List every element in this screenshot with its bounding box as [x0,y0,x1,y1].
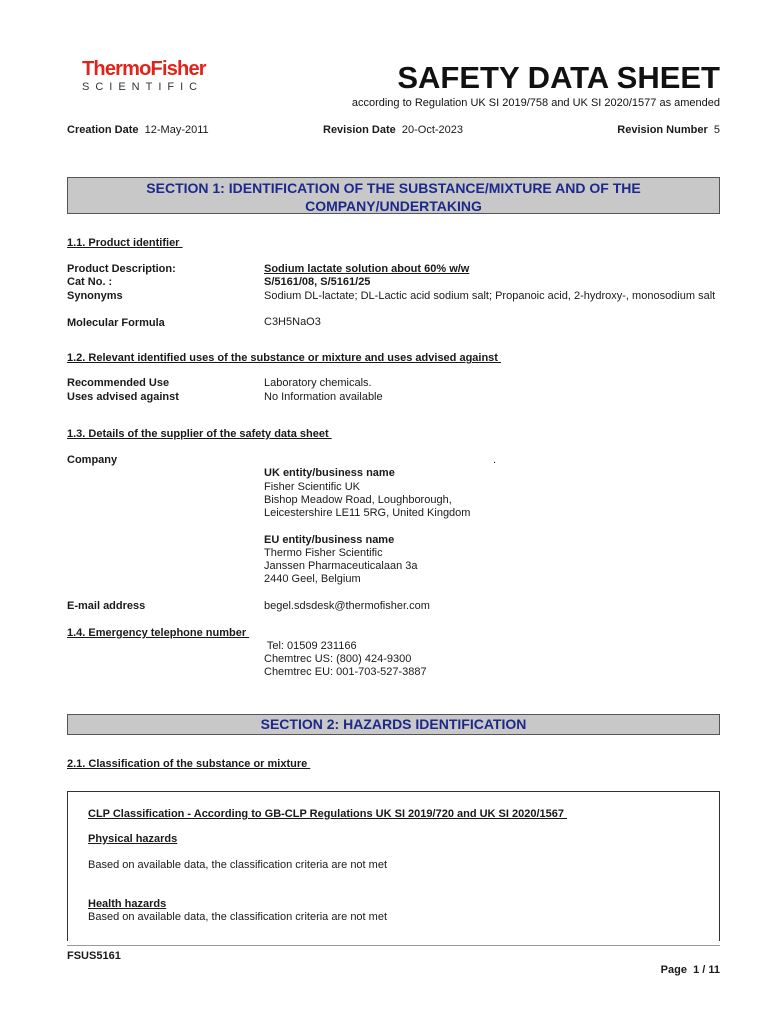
health-hazards-heading: Health hazards [88,898,167,910]
recommended-use-value: Laboratory chemicals. [264,377,372,389]
cat-no-label: Cat No. : [67,276,113,288]
subsection-1-4: 1.4. Emergency telephone number [67,627,250,639]
footer-code: FSUS5161 [67,950,121,962]
subsection-1-1: 1.1. Product identifier [67,237,183,249]
thermofisher-logo: ThermoFisher [82,58,206,80]
eu-entity-line2: Janssen Pharmaceuticalaan 3a [264,560,418,572]
revision-date [323,124,463,136]
uk-entity-line2: Bishop Meadow Road, Loughborough, [264,494,452,506]
revnum-value: 5 [713,124,720,136]
eu-entity-line3: 2440 Geel, Belgium [264,573,361,585]
cat-no-value: S/5161/08, S/5161/25 [264,276,371,288]
subsection-1-2: 1.2. Relevant identified uses of the substance or mixture and uses advised against [67,352,502,364]
document-title: SAFETY DATA SHEET [397,60,720,95]
creation-date [67,124,209,136]
section1-header [67,177,720,214]
creation-label: Creation Date [67,124,139,136]
email-label: E-mail address [67,600,146,612]
subsection-1-3: 1.3. Details of the supplier of the safety data sheet [67,428,332,440]
formula-label: Molecular Formula [67,317,165,329]
chemtrec-eu: Chemtrec EU: 001-703-527-3887 [264,666,427,678]
uk-entity-title: UK entity/business name [264,467,395,479]
page-label: Page [660,964,687,976]
page-value: 1 / 11 [693,964,720,976]
uk-entity-line1: Fisher Scientific UK [264,481,360,493]
creation-value: 12-May-2011 [144,124,209,136]
physical-hazards-text: Based on available data, the classification criteria are not met [88,859,387,871]
section2-header: SECTION 2: HAZARDS IDENTIFICATION [67,714,720,735]
synonyms-value: Sodium DL-lactate; DL-Lactic acid sodium salt; Propanoic acid, 2-hydroxy-, monosodium salt [264,290,716,302]
page-indicator [661,964,720,976]
physical-hazards-heading: Physical hazards [88,833,178,845]
revision-value: 20-Oct-2023 [401,124,464,136]
uses-advised-against-value: No Information available [264,391,383,403]
company-dot: . [493,454,497,466]
formula-value: C3H5NaO3 [264,316,321,328]
logo-scientific: SCIENTIFIC [82,81,204,93]
health-hazards-text: Based on available data, the classification criteria are not met [88,911,387,923]
revnum-label: Revision Number [617,124,708,136]
email-value: begel.sdsdesk@thermofisher.com [264,600,430,612]
revision-number [617,124,720,136]
product-desc-label: Product Description: [67,263,176,275]
footer-divider [67,945,720,946]
regulation-subtitle: according to Regulation UK SI 2019/758 and UK SI 2020/1577 as amended [351,97,720,109]
product-desc-value: Sodium lactate solution about 60% w/w [264,263,470,275]
emergency-tel: Tel: 01509 231166 [264,640,357,652]
section1-title-line1: SECTION 1: IDENTIFICATION OF THE SUBSTANCE/MIXTURE AND OF THE [146,180,641,196]
subsection-2-1: 2.1. Classification of the substance or mixture [67,758,311,770]
revision-label: Revision Date [323,124,396,136]
section1-title-line2: COMPANY/UNDERTAKING [305,198,482,214]
recommended-use-label: Recommended Use [67,377,170,389]
uses-advised-against-label: Uses advised against [67,391,179,403]
clp-classification-heading: CLP Classification - According to GB-CLP Regulations UK SI 2019/720 and UK SI 2020/1567 [88,808,568,820]
uk-entity-line3: Leicestershire LE11 5RG, United Kingdom [264,507,471,519]
synonyms-label: Synonyms [67,290,123,302]
eu-entity-title: EU entity/business name [264,534,395,546]
chemtrec-us: Chemtrec US: (800) 424-9300 [264,653,412,665]
eu-entity-line1: Thermo Fisher Scientific [264,547,383,559]
company-label: Company [67,454,118,466]
